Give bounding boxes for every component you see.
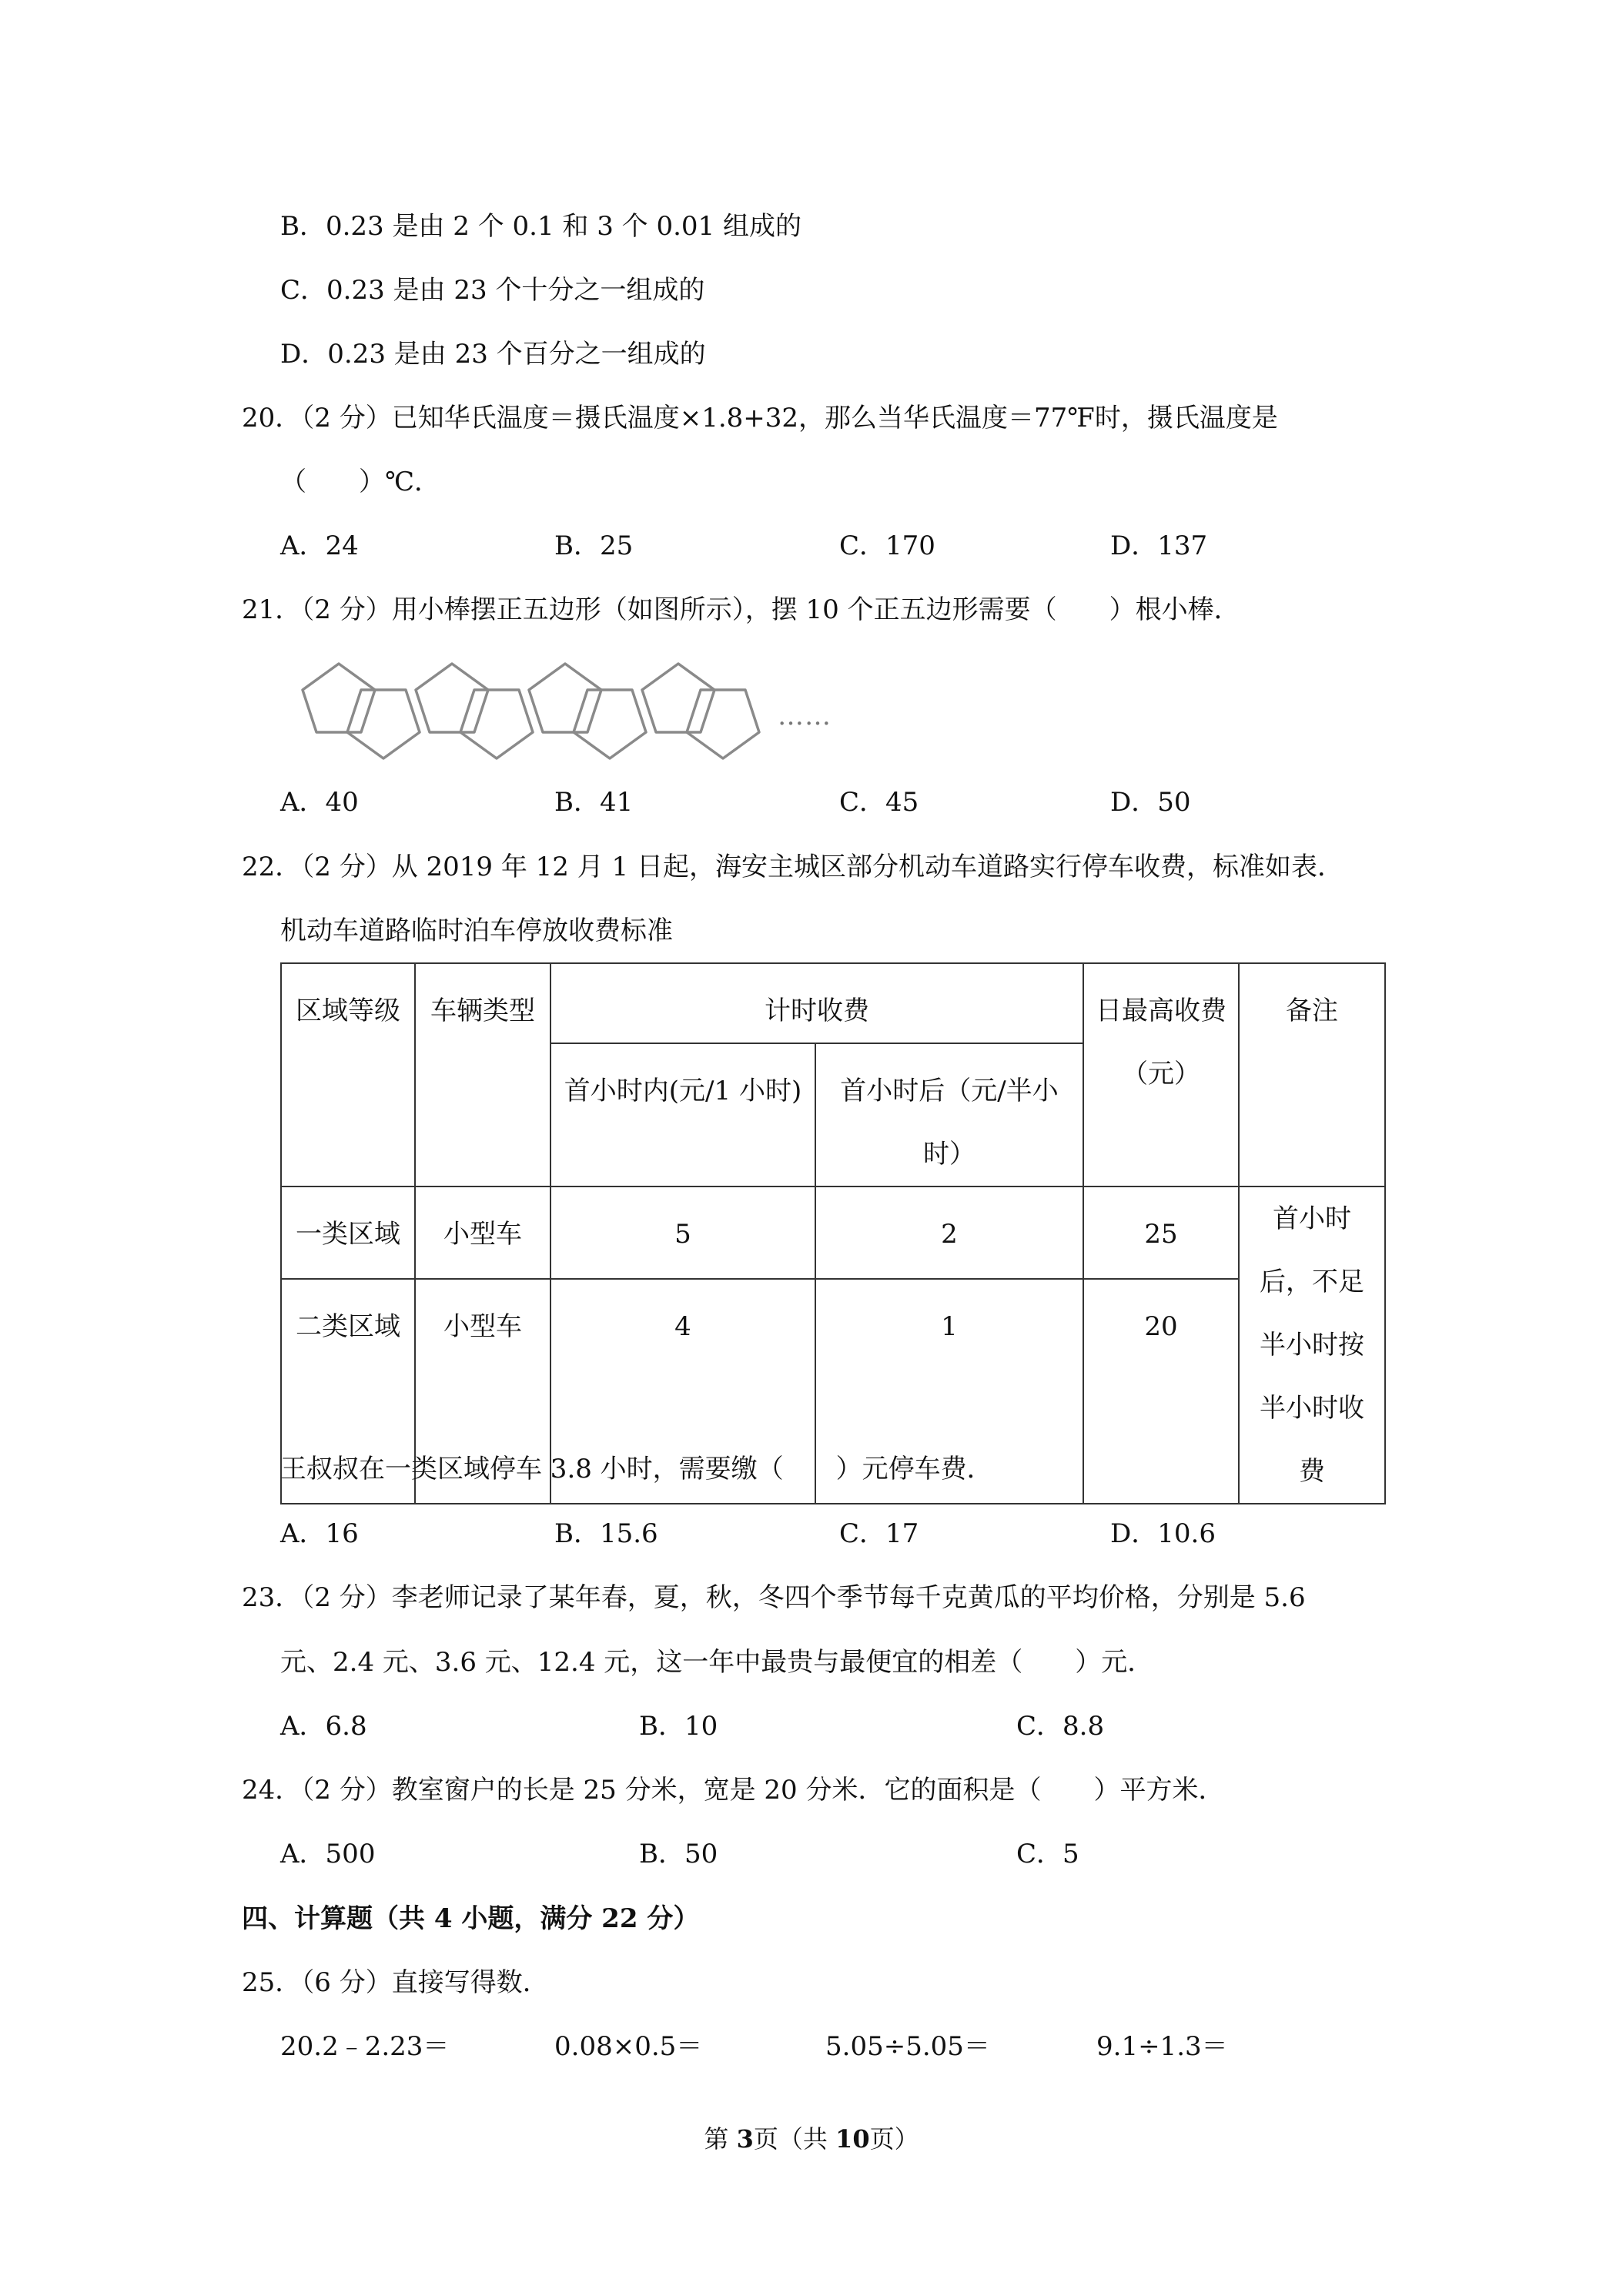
q20-stem-line1: 20．（2 分）已知华氏温度＝摄氏温度×1.8+32，那么当华氏温度＝77℉时，摄氏温度是 xyxy=(242,403,1278,433)
q25-stem: 25．（6 分）直接写得数． xyxy=(242,1967,549,1998)
q22-table-title: 机动车道路临时泊车停放收费标准 xyxy=(280,915,673,946)
q21-option-d: D．50 xyxy=(1110,787,1191,818)
pentagon-7 xyxy=(642,664,714,732)
q19-option-c: C．0.23 是由 23 个十分之一组成的 xyxy=(280,275,705,306)
cell-daily-max: 25 xyxy=(1083,1186,1239,1279)
cell-first-hour: 4 xyxy=(550,1279,815,1504)
q21-option-b: B．41 xyxy=(554,787,634,818)
q20-option-c: C．170 xyxy=(839,530,935,561)
q23-stem-line1: 23．（2 分）李老师记录了某年春，夏，秋，冬四个季节每千克黄瓜的平均价格，分别是 5.6 xyxy=(242,1582,1306,1613)
cell-after-first-hour: 1 xyxy=(815,1279,1083,1504)
pentagon-5 xyxy=(529,664,601,732)
table-row xyxy=(281,1186,1385,1279)
cell-zone: 一类区域 xyxy=(281,1186,415,1279)
page-footer xyxy=(0,2124,1623,2154)
footer-middle: 页（共 xyxy=(753,2124,836,2154)
pentagon-2 xyxy=(347,690,420,758)
footer-suffix: 页） xyxy=(869,2124,919,2154)
q23-stem-line2: 元、2.4 元、3.6 元、12.4 元，这一年中最贵与最便宜的相差（ ）元． xyxy=(280,1647,1154,1678)
q22-option-d: D．10.6 xyxy=(1110,1518,1216,1549)
cell-vehicle: 小型车 xyxy=(415,1279,550,1504)
pentagon-4 xyxy=(460,690,533,758)
q24-option-a: A．500 xyxy=(280,1839,376,1869)
cell-zone: 二类区域 xyxy=(281,1279,415,1504)
pentagon-8 xyxy=(687,690,759,758)
header-after-first-hour: 首小时后（元/半小时） xyxy=(815,1043,1083,1186)
q20-option-b: B．25 xyxy=(554,530,634,561)
q20-option-a: A．24 xyxy=(280,530,359,561)
q19-option-b: B．0.23 是由 2 个 0.1 和 3 个 0.01 组成的 xyxy=(280,211,801,242)
q22-option-c: C．17 xyxy=(839,1518,919,1549)
q21-stem: 21．（2 分）用小棒摆正五边形（如图所示），摆 10 个正五边形需要（ ）根小棒． xyxy=(242,594,1240,625)
q21-ellipsis: …… xyxy=(778,701,832,731)
q25-item-2: 0.08×0.5＝ xyxy=(554,2031,703,2062)
cell-after-first-hour: 2 xyxy=(815,1186,1083,1279)
q25-item-3: 5.05÷5.05＝ xyxy=(825,2031,990,2062)
q23-option-c: C．8.8 xyxy=(1016,1711,1105,1742)
q21-option-a: A．40 xyxy=(280,787,359,818)
q22-question: 王叔叔在一类区域停车 3.8 小时，需要缴（ ）元停车费． xyxy=(280,1454,993,1484)
cell-first-hour: 5 xyxy=(550,1186,815,1279)
q24-option-c: C．5 xyxy=(1016,1839,1079,1869)
cell-vehicle: 小型车 xyxy=(415,1186,550,1279)
q22-option-a: A．16 xyxy=(280,1518,359,1549)
q23-option-a: A．6.8 xyxy=(280,1711,367,1742)
header-first-hour: 首小时内(元/1 小时) xyxy=(550,1043,815,1186)
q20-option-d: D．137 xyxy=(1110,530,1208,561)
header-daily-max: 日最高收费（元） xyxy=(1083,963,1239,1186)
footer-total-pages: 10 xyxy=(835,2124,870,2154)
q22-option-b: B．15.6 xyxy=(554,1518,658,1549)
q23-option-b: B．10 xyxy=(639,1711,718,1742)
q25-item-1: 20.2﹣2.23＝ xyxy=(280,2031,450,2062)
section-4-title: 四、计算题（共 4 小题，满分 22 分） xyxy=(242,1903,700,1934)
footer-page-number: 3 xyxy=(736,2124,754,2154)
pentagon-3 xyxy=(416,664,488,732)
q25-item-4: 9.1÷1.3＝ xyxy=(1096,2031,1228,2062)
header-vehicle-type: 车辆类型 xyxy=(415,963,550,1186)
header-zone-level: 区域等级 xyxy=(281,963,415,1186)
footer-prefix: 第 xyxy=(704,2124,737,2154)
parking-fee-table xyxy=(280,962,1386,1504)
q20-stem-line2: （ ）℃． xyxy=(280,467,441,497)
q24-stem: 24．（2 分）教室窗户的长是 25 分米，宽是 20 分米．它的面积是（ ）平方米． xyxy=(242,1775,1225,1806)
pentagon-figure xyxy=(293,654,847,762)
q19-option-d: D．0.23 是由 23 个百分之一组成的 xyxy=(280,339,706,370)
header-timed-fee: 计时收费 xyxy=(550,963,1083,1043)
header-remark: 备注 xyxy=(1239,963,1385,1186)
q22-stem: 22．（2 分）从 2019 年 12 月 1 日起，海安主城区部分机动车道路实行停车收费，标准如表． xyxy=(242,852,1344,882)
cell-daily-max: 20 xyxy=(1083,1279,1239,1504)
q24-option-b: B．50 xyxy=(639,1839,718,1869)
pentagon-1 xyxy=(303,664,375,732)
q21-option-c: C．45 xyxy=(839,787,919,818)
pentagon-6 xyxy=(574,690,646,758)
cell-remark: 首小时后，不足半小时按半小时收费 xyxy=(1239,1186,1385,1504)
